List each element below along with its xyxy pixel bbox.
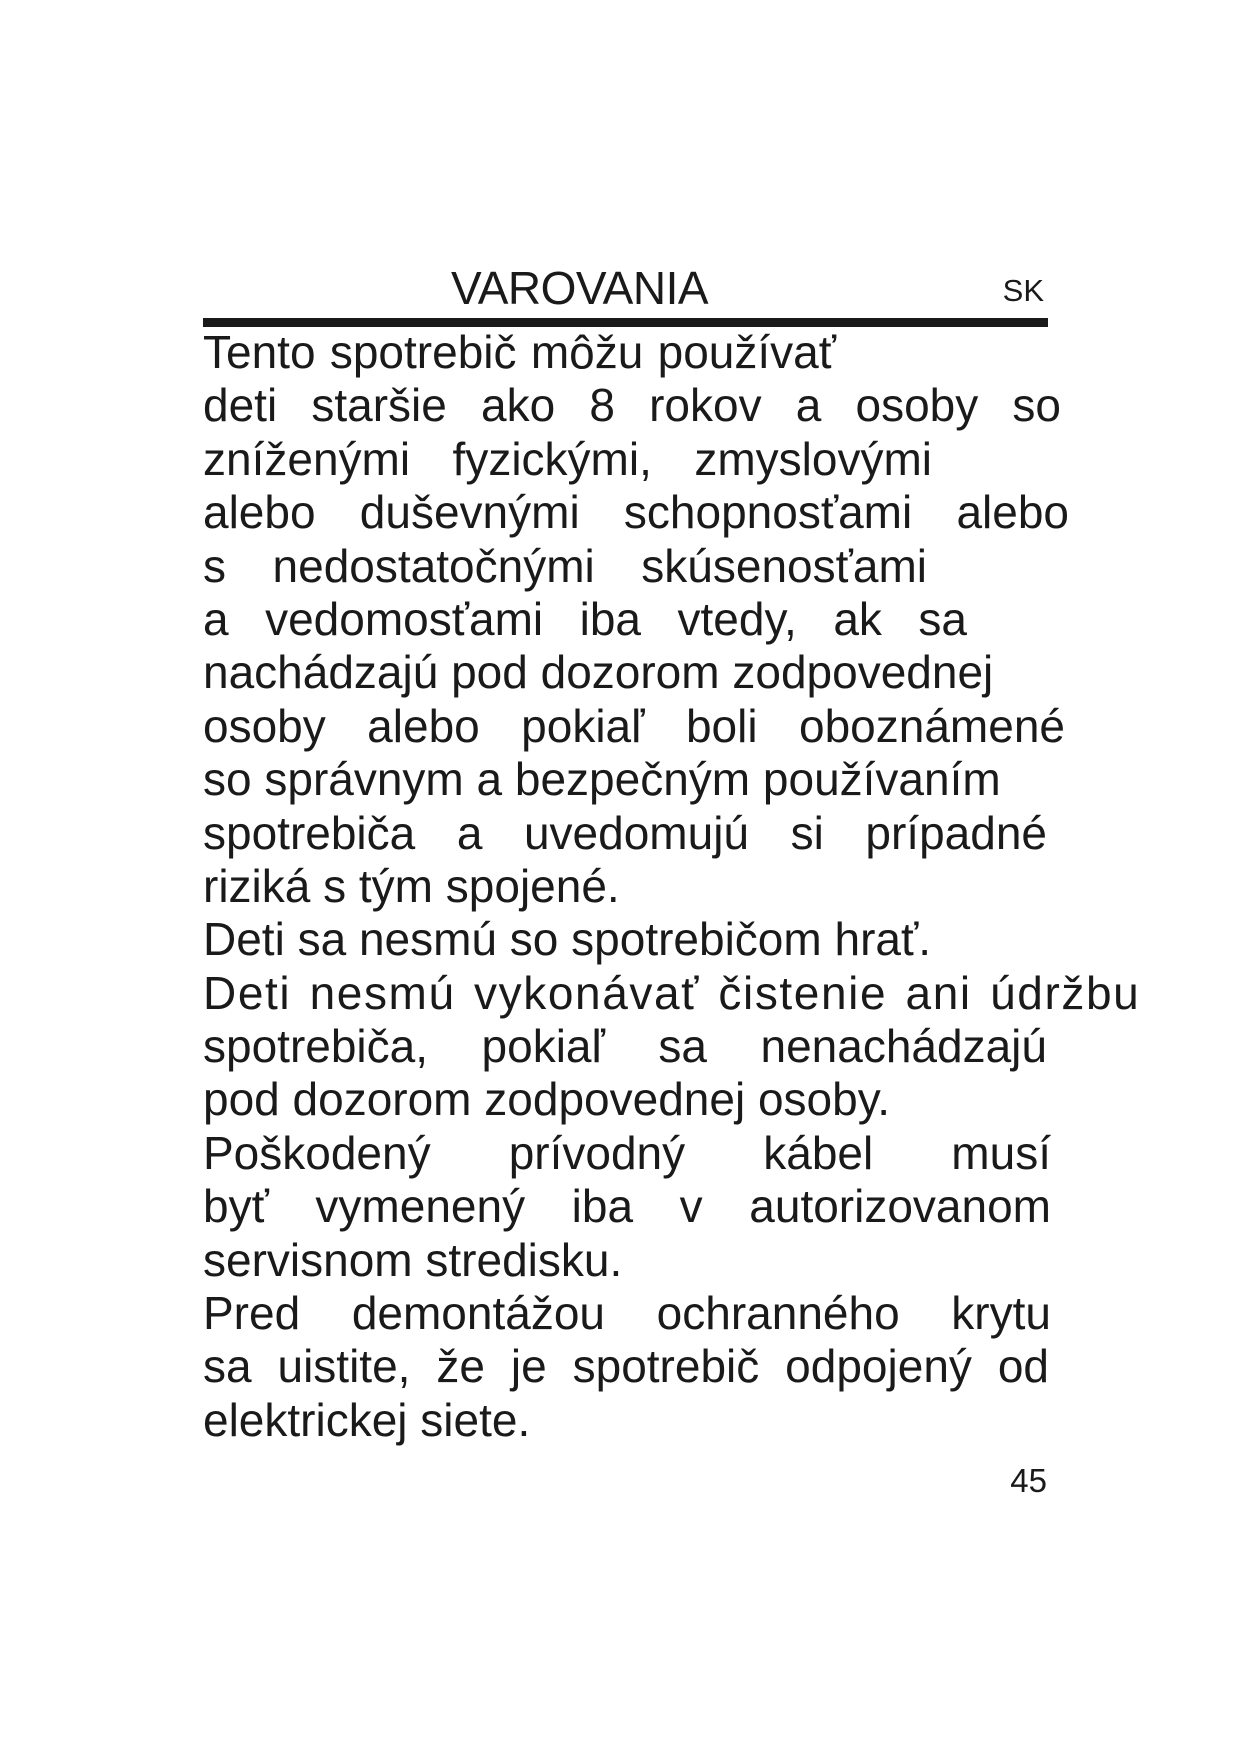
text-line: elektrickej siete. xyxy=(203,1393,531,1446)
text-line: zníženými fyzickými, zmyslovými xyxy=(203,432,932,485)
section-title xyxy=(203,262,1048,314)
text-line: sa uistite, že je spotrebič odpojený od xyxy=(203,1340,1049,1393)
text-line: Tento spotrebič môžu používať xyxy=(203,326,836,378)
section-title-text: VAROVANIA xyxy=(450,262,709,314)
text-line: s nedostatočnými skúsenosťami xyxy=(203,539,927,592)
text-line: servisnom stredisku. xyxy=(203,1233,623,1286)
page-header xyxy=(203,262,1048,314)
warning-text xyxy=(203,326,1241,1447)
text-line: alebo duševnými schopnosťami alebo xyxy=(203,486,1069,539)
text-line: pod dozorom zodpovednej osoby. xyxy=(203,1073,891,1126)
text-line: so správnym a bezpečným používaním xyxy=(203,753,1001,806)
text-line: a vedomosťami iba vtedy, ak sa xyxy=(203,592,967,645)
text-line: spotrebiča, pokiaľ sa nenachádzajú xyxy=(203,1020,1047,1073)
text-line: osoby alebo pokiaľ boli oboznámené xyxy=(203,699,1065,752)
language-code: SK xyxy=(1002,273,1044,308)
page-number: 45 xyxy=(1010,1462,1047,1499)
text-line: spotrebiča a uvedomujú si prípadné xyxy=(203,806,1047,859)
text-line: Deti sa nesmú so spotrebičom hrať. xyxy=(203,913,932,966)
text-line: Deti nesmú vykonávať čistenie ani údržbu xyxy=(203,966,1141,1019)
text-line: Poškodený prívodný kábel musí xyxy=(203,1126,1051,1179)
text-line: riziká s tým spojené. xyxy=(203,859,620,912)
text-line: Pred demontážou ochranného krytu xyxy=(203,1287,1051,1340)
text-line: byť vymenený iba v autorizovanom xyxy=(203,1180,1051,1233)
text-line: deti staršie ako 8 rokov a osoby so xyxy=(203,379,1061,432)
text-line: nachádzajú pod dozorom zodpovednej xyxy=(203,646,994,699)
